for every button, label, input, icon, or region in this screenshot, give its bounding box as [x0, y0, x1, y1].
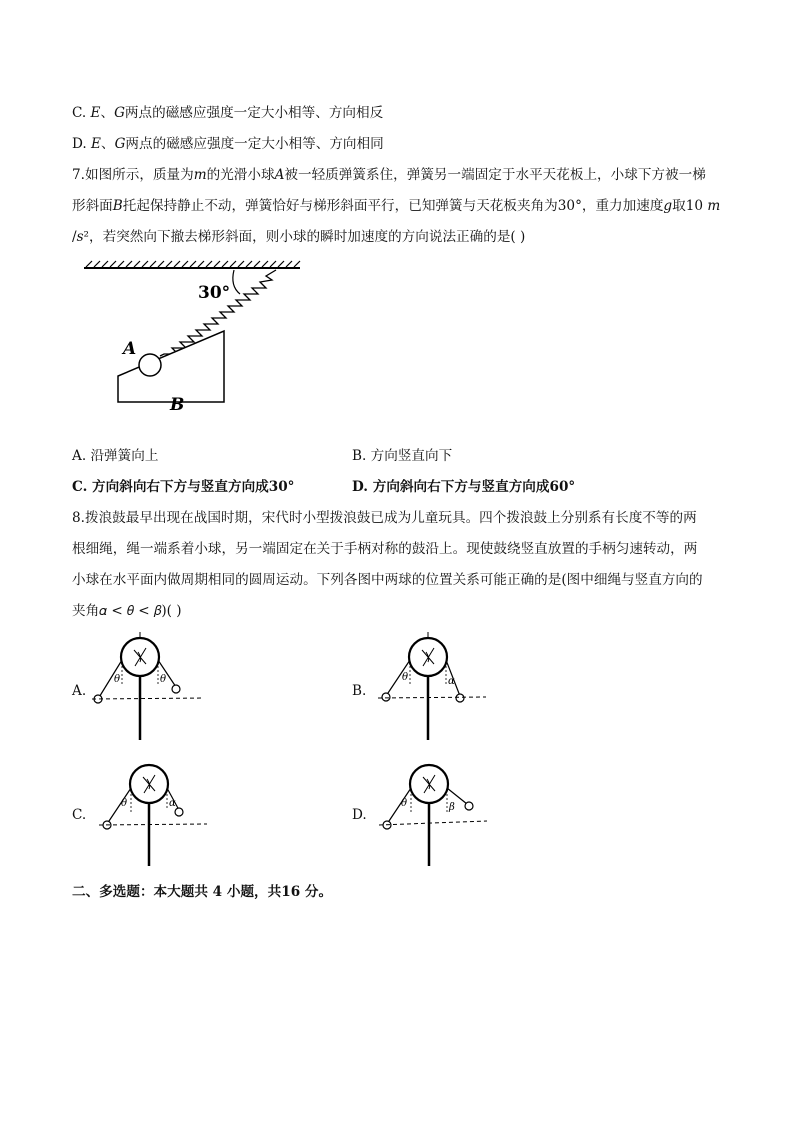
horizontal-dashed-line — [378, 697, 486, 698]
q6-option-d: D. 𝐸、𝐺两点的磁感应强度一定大小相等、方向相同 — [72, 136, 384, 152]
q7-option-c: C. 方向斜向右下方与竖直方向成30° — [72, 479, 295, 495]
block-label: B — [170, 395, 185, 415]
q8-figure-c — [95, 758, 235, 868]
q6-option-c: C. 𝐸、𝐺两点的磁感应强度一定大小相等、方向相反 — [72, 105, 384, 121]
right-ball — [172, 685, 180, 693]
svg-text:α: α — [448, 676, 455, 687]
svg-text:β: β — [449, 802, 455, 813]
svg-text:α: α — [169, 798, 176, 809]
q8-stem-line-1: 8.拨浪鼓最早出现在战国时期，宋代时小型拨浪鼓已成为儿童玩具。四个拨浪鼓上分别系有长度不等的两 — [72, 510, 697, 526]
q8-figure-a-label: A. — [72, 683, 87, 699]
svg-text:θ: θ — [121, 798, 128, 809]
q7-option-a: A. 沿弹簧向上 — [72, 448, 159, 464]
ball — [139, 354, 161, 376]
left-ball — [382, 693, 390, 701]
horizontal-dashed-line — [92, 698, 204, 699]
q7-option-b: B. 方向竖直向下 — [352, 448, 453, 464]
section-2-heading: 二、多选题：本大题共 4 小题，共16 分。 — [72, 884, 333, 900]
q8-figure-c-label: C. — [72, 807, 87, 823]
ball-label: A — [123, 339, 137, 359]
q7-spring-figure — [80, 258, 310, 438]
svg-text:θ: θ — [402, 672, 409, 683]
angle-arc — [233, 270, 240, 294]
svg-text:θ: θ — [401, 798, 408, 809]
q7-option-d: D. 方向斜向右下方与竖直方向成60° — [352, 479, 576, 495]
horizontal-dashed-line — [379, 821, 487, 825]
q8-stem-line-4: 夹角𝛼 < 𝜃 < 𝛽)( ) — [72, 603, 182, 619]
q8-stem-line-3: 小球在水平面内做周期相同的圆周运动。下列各图中两球的位置关系可能正确的是(图中细绳与竖直方向的 — [72, 572, 703, 588]
q8-figure-d — [375, 758, 515, 868]
angle-label: 30° — [198, 283, 231, 303]
q8-figure-a — [88, 632, 228, 742]
svg-text:θ: θ — [114, 674, 121, 685]
left-string — [107, 788, 131, 824]
q8-figure-b-label: B. — [352, 683, 367, 699]
right-ball — [465, 802, 473, 810]
q8-figure-d-label: D. — [352, 807, 367, 823]
q7-stem-line-1: 7.如图所示，质量为𝑚的光滑小球𝐴被一轻质弹簧系住，弹簧另一端固定于水平天花板上，小球下方被一梯 — [72, 167, 706, 183]
left-string — [387, 788, 411, 824]
right-ball — [456, 694, 464, 702]
horizontal-dashed-line — [99, 824, 207, 825]
q7-stem-line-2: 形斜面𝐵托起保持静止不动，弹簧恰好与梯形斜面平行，已知弹簧与天花板夹角为30°，重力加速度𝑔取10 𝑚 — [72, 198, 721, 214]
ceiling-hatch — [86, 261, 300, 267]
right-ball — [175, 808, 183, 816]
q8-stem-line-2: 根细绳，绳一端系着小球，另一端固定在关于手柄对称的鼓沿上。现使鼓绕竖直放置的手柄匀速转动，两 — [72, 541, 698, 557]
q8-figure-b — [374, 632, 514, 742]
q7-stem-line-3: /𝑠²，若突然向下撤去梯形斜面，则小球的瞬时加速度的方向说法正确的是( ) — [72, 229, 526, 245]
svg-text:θ: θ — [160, 674, 167, 685]
